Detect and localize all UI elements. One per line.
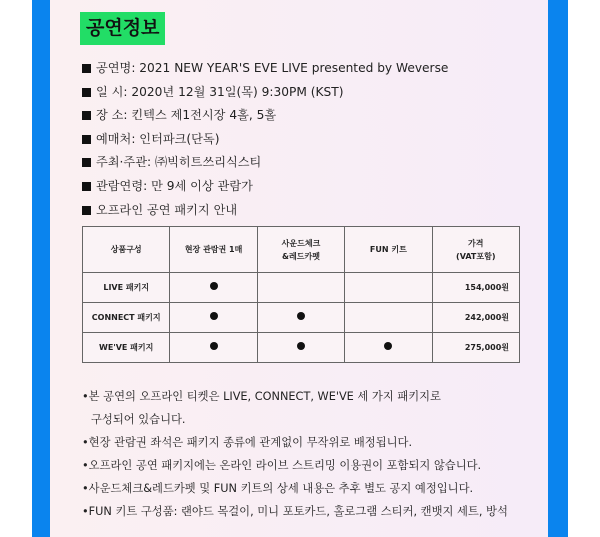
info-item xyxy=(82,151,448,175)
include-cell xyxy=(170,333,257,363)
square-bullet-icon xyxy=(82,182,91,191)
include-cell xyxy=(170,273,257,303)
price-cell: 275,000원 xyxy=(432,333,519,363)
header-cell: 가격 (VAT포함) xyxy=(432,227,519,273)
price-cell: 154,000원 xyxy=(432,273,519,303)
section-title: 공연정보 xyxy=(80,12,165,45)
header-cell: 사운드체크 &레드카펫 xyxy=(257,227,344,273)
header-cell: 현장 관람권 1매 xyxy=(170,227,257,273)
content-column xyxy=(80,12,525,523)
info-text: 관람연령: 만 9세 이상 관람가 xyxy=(96,178,253,193)
note-item: •본 공연의 오프라인 티켓은 LIVE, CONNECT, WE'VE 세 가지 패키지로 xyxy=(82,390,441,404)
include-cell xyxy=(257,273,344,303)
package-name-cell: WE'VE 패키지 xyxy=(83,333,170,363)
include-cell xyxy=(345,333,432,363)
include-cell xyxy=(257,303,344,333)
info-item xyxy=(82,81,448,105)
included-dot-icon xyxy=(297,312,305,320)
header-cell: 상품구성 xyxy=(83,227,170,273)
info-text: 장 소: 킨텍스 제1전시장 4홀, 5홀 xyxy=(96,108,277,123)
include-cell xyxy=(257,333,344,363)
note-item: •오프라인 공연 패키지에는 온라인 라이브 스트리밍 이용권이 포함되지 않습니다. xyxy=(82,459,482,473)
include-cell xyxy=(170,303,257,333)
header-cell: FUN 키트 xyxy=(345,227,432,273)
table-header-row xyxy=(83,227,520,273)
square-bullet-icon xyxy=(82,64,91,73)
table-row xyxy=(83,303,520,333)
include-cell xyxy=(345,303,432,333)
info-item xyxy=(82,199,448,223)
info-text: 일 시: 2020년 12월 31일(목) 9:30PM (KST) xyxy=(96,84,344,99)
info-text: 오프라인 공연 패키지 안내 xyxy=(96,202,238,217)
info-text: 공연명: 2021 NEW YEAR'S EVE LIVE presented by Weverse xyxy=(96,61,449,75)
note-item: 구성되어 있습니다. xyxy=(91,413,186,427)
include-cell xyxy=(345,273,432,303)
info-item xyxy=(82,57,448,81)
info-text: 예매처: 인터파크(단독) xyxy=(96,131,220,146)
note-item: •FUN 키트 구성품: 랜야드 목걸이, 미니 포토카드, 홀로그램 스티커, 캔뱃지 세트, 방석 xyxy=(82,505,508,519)
note-item: •사운드체크&레드카펫 및 FUN 키트의 상세 내용은 추후 별도 공지 예정입니다. xyxy=(82,482,474,496)
included-dot-icon xyxy=(210,282,218,290)
info-item xyxy=(82,128,448,152)
square-bullet-icon xyxy=(82,135,91,144)
included-dot-icon xyxy=(210,342,218,350)
square-bullet-icon xyxy=(82,88,91,97)
price-cell: 242,000원 xyxy=(432,303,519,333)
included-dot-icon xyxy=(384,342,392,350)
square-bullet-icon xyxy=(82,158,91,167)
notes-list xyxy=(82,385,508,523)
package-name-cell: CONNECT 패키지 xyxy=(83,303,170,333)
info-item xyxy=(82,175,448,199)
square-bullet-icon xyxy=(82,206,91,215)
package-table xyxy=(82,226,520,363)
info-list xyxy=(82,57,448,222)
table-row xyxy=(83,273,520,303)
package-name-cell: LIVE 패키지 xyxy=(83,273,170,303)
note-item: •현장 관람권 좌석은 패키지 종류에 관계없이 무작위로 배정됩니다. xyxy=(82,436,413,450)
included-dot-icon xyxy=(297,342,305,350)
info-text: 주최·주관: ㈜빅히트쓰리식스티 xyxy=(96,155,262,170)
table-row xyxy=(83,333,520,363)
included-dot-icon xyxy=(210,312,218,320)
info-item xyxy=(82,104,448,128)
square-bullet-icon xyxy=(82,111,91,120)
